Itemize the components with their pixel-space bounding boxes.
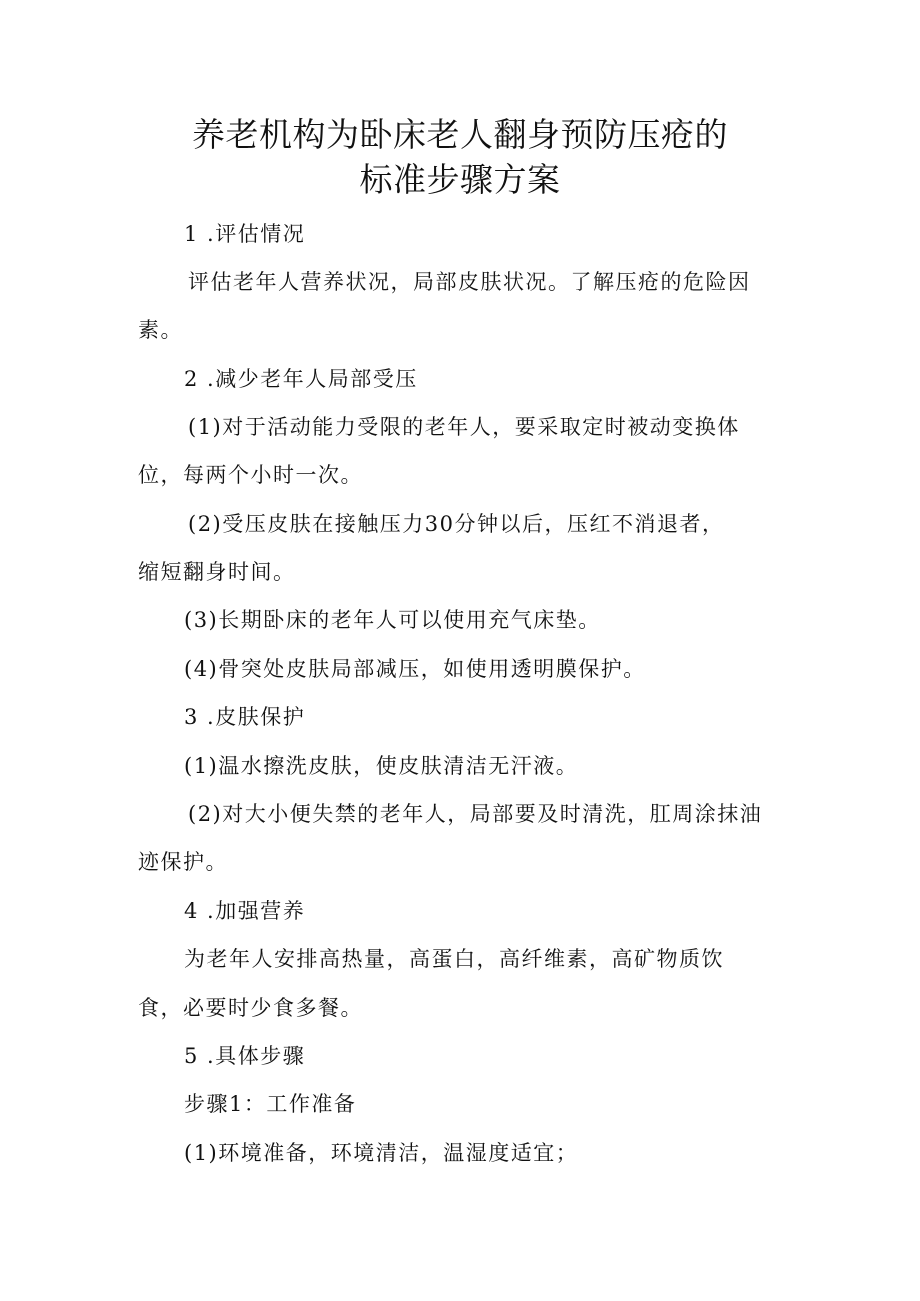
section-2-item-3: (3)长期卧床的老年人可以使用充气床垫。 [184, 608, 601, 632]
document-title-line-1: 养老机构为卧床老人翻身预防压疮的 [192, 115, 728, 154]
section-5-step-1-heading: 步骤1：工作准备 [184, 1092, 357, 1116]
section-2-item-1-line-1: (1)对于活动能力受限的老年人，要采取定时被动变换体 [188, 415, 740, 439]
section-1-paragraph-line-1: 评估老年人营养状况，局部皮肤状况。了解压疮的危险因 [188, 270, 751, 294]
section-2-heading: 2 .减少老年人局部受压 [184, 367, 418, 391]
section-3-item-1: (1)温水擦洗皮肤，使皮肤清洁无汗液。 [184, 754, 579, 778]
section-3-item-2-line-1: (2)对大小便失禁的老年人，局部要及时清洗，肛周涂抹油 [188, 802, 763, 826]
section-4-heading: 4 .加强营养 [184, 899, 306, 923]
section-5-heading: 5 .具体步骤 [184, 1044, 306, 1068]
section-2-item-1-line-2: 位，每两个小时一次。 [138, 463, 363, 487]
section-5-item-1: (1)环境准备，环境清洁，温湿度适宜； [184, 1141, 579, 1165]
section-2-item-2-line-1: (2)受压皮肤在接触压力30分钟以后，压红不消退者， [188, 512, 725, 536]
section-4-paragraph-line-2: 食，必要时少食多餐。 [138, 996, 363, 1020]
section-4-paragraph-line-1: 为老年人安排高热量，高蛋白，高纤维素，高矿物质饮 [184, 947, 724, 971]
section-3-heading: 3 .皮肤保护 [184, 705, 306, 729]
section-3-item-2-line-2: 迹保护。 [138, 850, 228, 874]
document-title-line-2: 标准步骤方案 [359, 160, 561, 199]
section-2-item-2-line-2: 缩短翻身时间。 [138, 560, 296, 584]
section-1-heading: 1 .评估情况 [184, 222, 306, 246]
section-2-item-4: (4)骨突处皮肤局部减压，如使用透明膜保护。 [184, 657, 646, 681]
section-1-paragraph-line-2: 素。 [138, 318, 183, 342]
